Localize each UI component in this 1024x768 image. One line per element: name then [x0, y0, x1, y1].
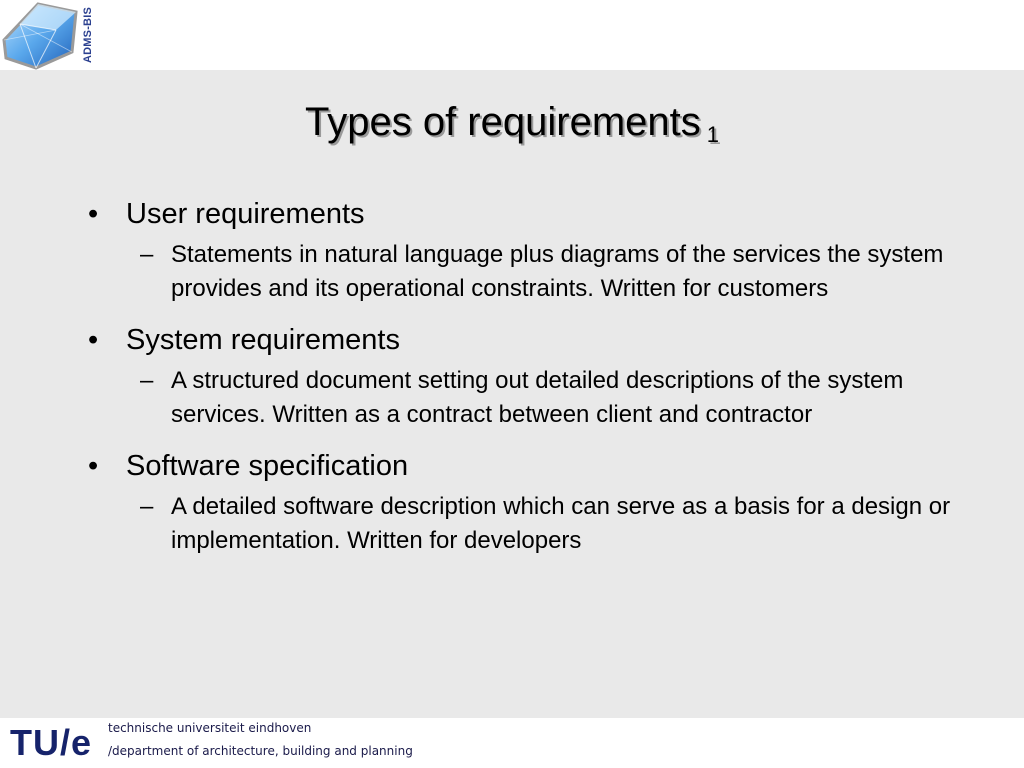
logo-label	[79, 2, 97, 68]
cube-logo-icon	[0, 0, 82, 70]
tue-logo: TU/e	[10, 722, 93, 763]
header-bar	[0, 0, 1024, 70]
bullet-item	[84, 322, 999, 358]
slide-title-text: Types of requirements	[305, 100, 701, 144]
logo-label-text: ADMS-BIS	[82, 7, 94, 63]
bullet-item	[84, 448, 999, 484]
sub-bullet-text: A structured document setting out detailed descriptions of the system services. Written as a contract between client and contractor	[171, 367, 904, 428]
slide-title-subscript: 1	[706, 122, 719, 147]
sub-bullet-marker: –	[140, 241, 154, 268]
university-name: technische universiteit eindhoven	[108, 721, 312, 735]
bullet-list	[84, 196, 999, 558]
sub-bullet-marker: –	[140, 367, 154, 394]
sub-bullet-marker: –	[140, 493, 154, 520]
sub-bullet-text: A detailed software description which can serve as a basis for a design or implementation. Written for developers	[171, 493, 951, 554]
bullet-item	[84, 196, 999, 232]
sub-bullet-text: Statements in natural language plus diagrams of the services the system provides and its operational constraints. Written for customers	[171, 241, 944, 302]
sub-bullet-item	[84, 238, 999, 306]
bullet-marker: •	[88, 198, 99, 230]
bullet-marker: •	[88, 450, 99, 482]
slide-title	[0, 96, 1024, 161]
bullet-text: Software specification	[126, 450, 409, 482]
department-name: /department of architecture, building and planning	[108, 744, 413, 758]
sub-bullet-item	[84, 490, 999, 558]
sub-bullet-item	[84, 364, 999, 432]
bullet-marker: •	[88, 324, 99, 356]
bullet-text: User requirements	[126, 198, 365, 230]
bullet-text: System requirements	[126, 324, 400, 356]
